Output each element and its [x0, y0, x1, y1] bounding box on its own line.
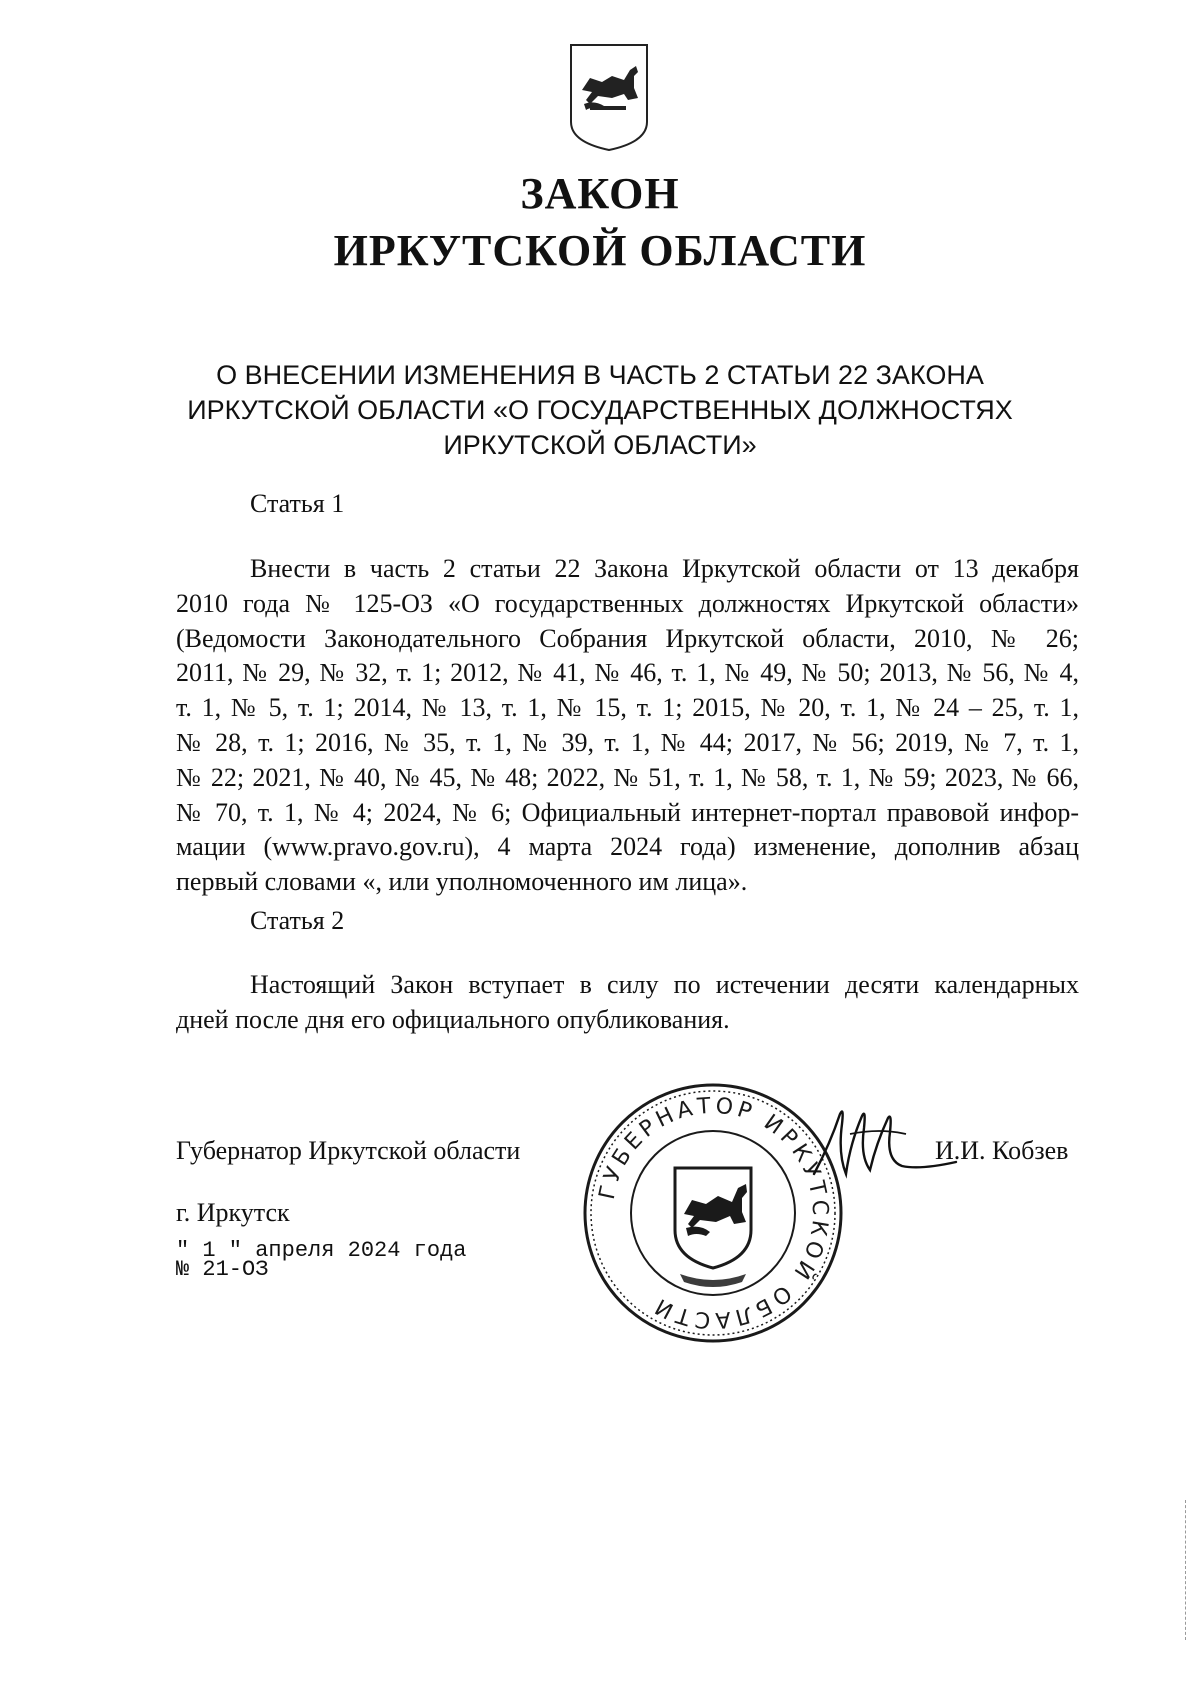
text-line: 2010 года № 125-ОЗ «О государственных должностях Иркутской области»	[176, 588, 1079, 618]
text-line: первый словами «, или уполномоченного им лица».	[176, 867, 748, 897]
article-2-text	[176, 968, 1079, 1038]
text-line: (Ведомости Законодательного Собрания Иркутской области, 2010, № 26;	[176, 623, 1079, 653]
article-1-text	[176, 552, 1079, 900]
law-subject	[180, 358, 1020, 463]
subject-line: ИРКУТСКОЙ ОБЛАСТИ»	[443, 430, 757, 460]
subject-line: О ВНЕСЕНИИ ИЗМЕНЕНИЯ В ЧАСТЬ 2 СТАТЬИ 22 ЗАКОНА	[216, 360, 984, 390]
seal-text: ГУБЕРНАТОР ИРКУТСКОЙ ОБЛАСТИ	[594, 1093, 833, 1333]
law-region: ИРКУТСКОЙ ОБЛАСТИ	[333, 226, 867, 275]
signer-name: И.И. Кобзев	[935, 1136, 1069, 1165]
text-line: Настоящий Закон вступает в силу по истечении десяти календарных	[250, 970, 1079, 999]
governor-seal-icon	[582, 1082, 844, 1344]
signer-position: Губернатор Иркутской области	[176, 1136, 521, 1165]
law-date: " 1 " апреля 2024 года	[176, 1238, 467, 1263]
article-1-heading: Статья 1	[250, 489, 345, 518]
handwritten-signature	[810, 1104, 960, 1184]
text-line: № 70, т. 1, № 4; 2024, № 6; Официальный интернет-портал правовой инфор-	[176, 797, 1079, 827]
article-2-heading: Статья 2	[250, 906, 345, 935]
text-line: мации (www.pravo.gov.ru), 4 марта 2024 года) изменение, дополнив абзац	[176, 832, 1079, 862]
text-line: № 22; 2021, № 40, № 45, № 48; 2022, № 51, т. 1, № 58, т. 1, № 59; 2023, № 66,	[176, 762, 1079, 792]
city: г. Иркутск	[176, 1198, 290, 1227]
text-line: дней после дня его официального опубликования.	[176, 1004, 730, 1034]
text-line: № 28, т. 1; 2016, № 35, т. 1, № 39, т. 1, № 44; 2017, № 56; 2019, № 7, т. 1,	[176, 727, 1079, 757]
coat-of-arms-icon	[568, 42, 650, 152]
text-line: т. 1, № 5, т. 1; 2014, № 13, т. 1, № 15, т. 1; 2015, № 20, т. 1, № 24 – 25, т. 1,	[176, 693, 1079, 723]
subject-line: ИРКУТСКОЙ ОБЛАСТИ «О ГОСУДАРСТВЕННЫХ ДОЛЖНОСТЯХ	[187, 395, 1013, 425]
text-line: 2011, № 29, № 32, т. 1; 2012, № 41, № 46, т. 1, № 49, № 50; 2013, № 56, № 4,	[176, 658, 1079, 688]
law-title: ЗАКОН	[520, 169, 680, 218]
law-number: № 21-ОЗ	[176, 1257, 269, 1282]
scan-margin-mark	[1185, 1500, 1188, 1640]
text-line: Внести в часть 2 статьи 22 Закона Иркутской области от 13 декабря	[250, 554, 1079, 583]
